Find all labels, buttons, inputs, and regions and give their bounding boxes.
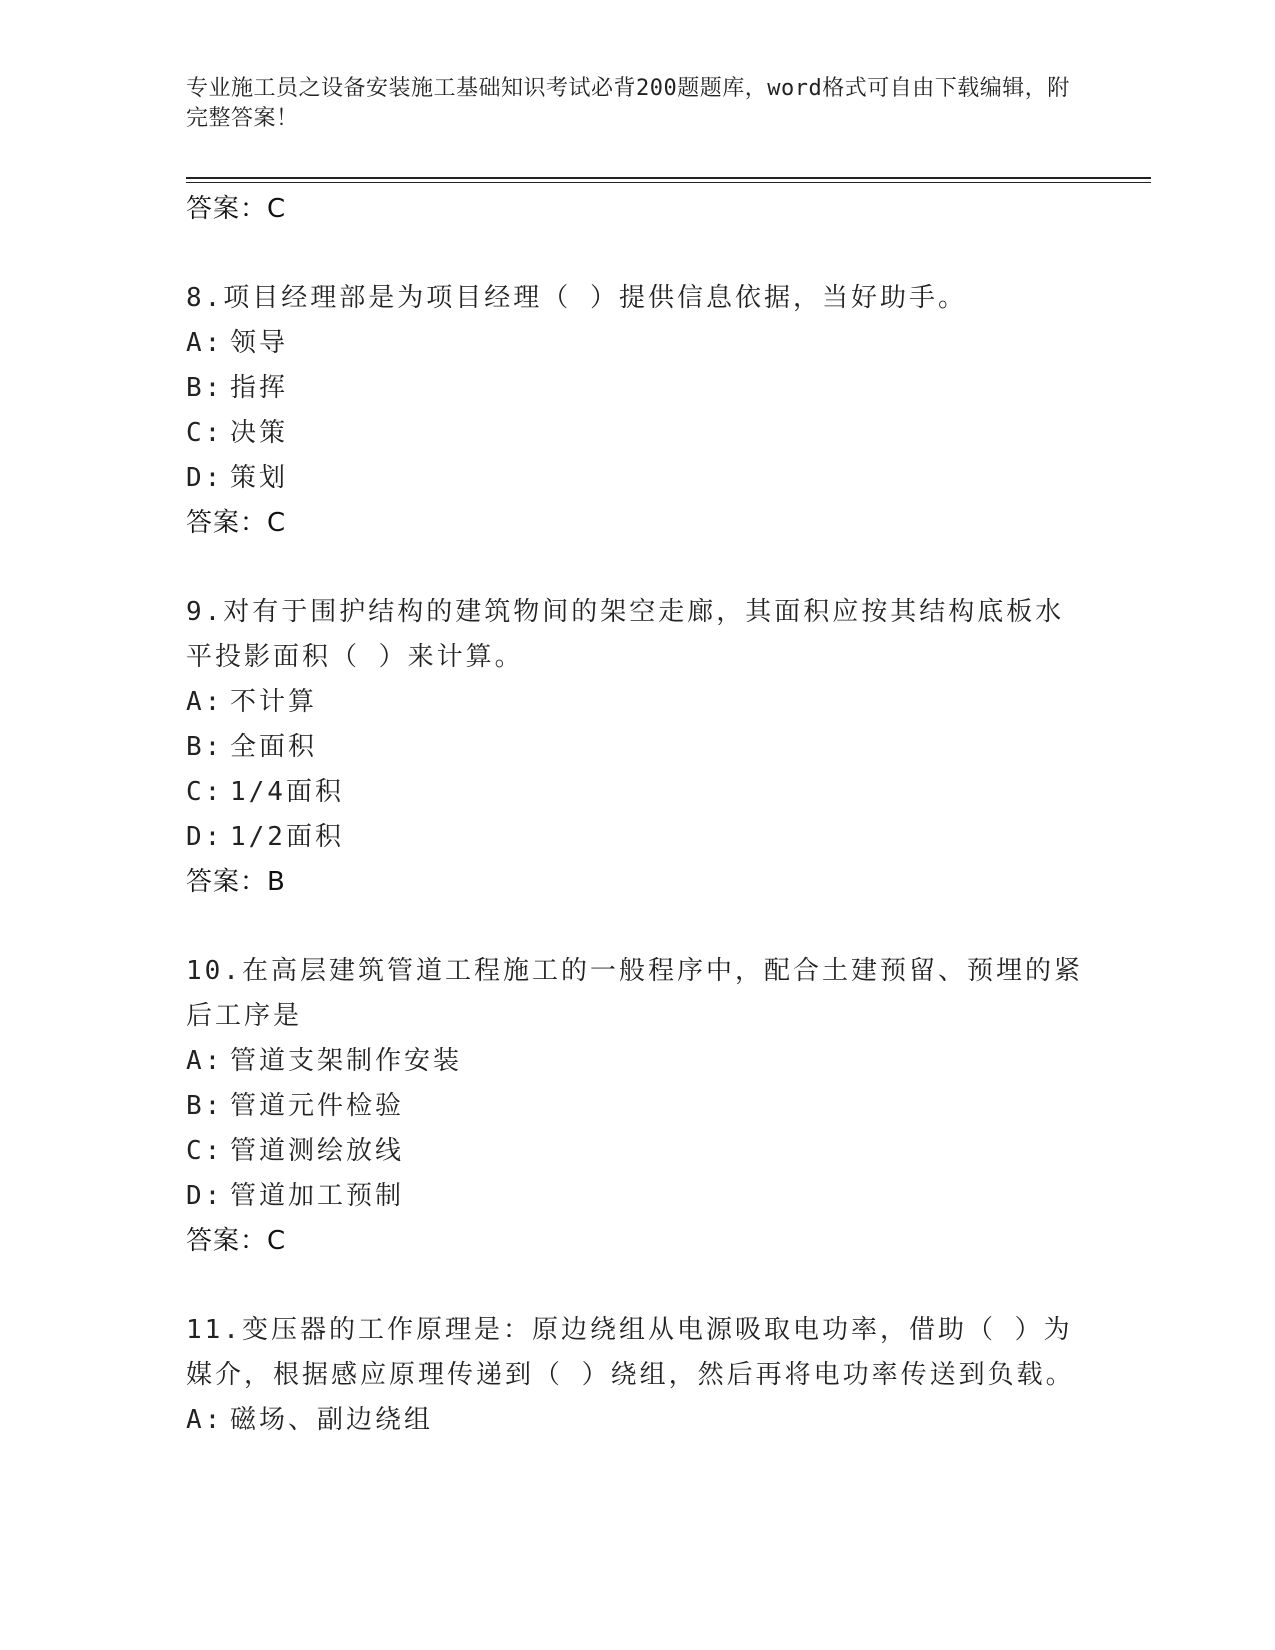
document-header: 专业施工员之设备安装施工基础知识考试必背200题题库，word格式可自由下载编辑，附完整答案！: [186, 76, 1070, 131]
option-a: [186, 680, 1086, 725]
question-item: [186, 276, 1086, 538]
option-text: 决策: [230, 418, 289, 448]
question-text: 9.对有于围护结构的建筑物间的架空走廊，其面积应按其结构底板水平投影面积（ ）来计算。: [186, 597, 1065, 672]
header-divider-thin: [186, 182, 1151, 183]
option-d: [186, 1174, 1086, 1219]
answer-line: 答案：C: [186, 1226, 287, 1256]
option-letter: C:: [186, 1136, 224, 1166]
option-text: 管道元件检验: [230, 1091, 405, 1121]
question-item: [186, 590, 1086, 897]
option-c: [186, 1129, 1086, 1174]
option-c: [186, 411, 1086, 456]
option-text: 策划: [230, 463, 289, 493]
option-a: [186, 1398, 1086, 1443]
answer-line: 答案：C: [186, 194, 287, 224]
question-text: 10.在高层建筑管道工程施工的一般程序中，配合土建预留、预埋的紧后工序是: [186, 956, 1083, 1031]
option-text: 管道测绘放线: [230, 1136, 405, 1166]
question-text: 8.项目经理部是为项目经理（ ）提供信息依据，当好助手。: [186, 283, 967, 313]
option-letter: B:: [186, 1091, 224, 1121]
option-letter: A:: [186, 328, 224, 358]
option-text: 全面积: [230, 732, 318, 762]
header-divider-thick: [186, 177, 1151, 179]
option-letter: C:: [186, 777, 224, 807]
option-a: [186, 321, 1086, 366]
question-item: [186, 1308, 1086, 1443]
question-text: 11.变压器的工作原理是：原边绕组从电源吸取电功率，借助（ ）为媒介，根据感应原理传递到（ ）绕组，然后再将电功率传送到负载。: [186, 1315, 1075, 1390]
option-a: [186, 1039, 1086, 1084]
option-text: 指挥: [230, 373, 289, 403]
option-b: [186, 1084, 1086, 1129]
option-letter: B:: [186, 373, 224, 403]
option-text: 不计算: [230, 687, 318, 717]
option-letter: D:: [186, 1181, 224, 1211]
answer-line: 答案：C: [186, 508, 287, 538]
option-text: 1/2面积: [230, 822, 344, 852]
option-b: [186, 725, 1086, 770]
option-letter: A:: [186, 1046, 224, 1076]
question-list: [186, 187, 1086, 1443]
option-text: 磁场、副边绕组: [230, 1405, 434, 1435]
option-letter: D:: [186, 463, 224, 493]
option-letter: A:: [186, 687, 224, 717]
option-text: 管道加工预制: [230, 1181, 405, 1211]
option-b: [186, 366, 1086, 411]
option-letter: A:: [186, 1405, 224, 1435]
option-letter: C:: [186, 418, 224, 448]
option-text: 领导: [230, 328, 289, 358]
option-text: 1/4面积: [230, 777, 344, 807]
option-d: [186, 456, 1086, 501]
option-letter: D:: [186, 822, 224, 852]
answer-line: 答案：B: [186, 867, 286, 897]
question-item: [186, 949, 1086, 1256]
option-c: [186, 770, 1086, 815]
option-letter: B:: [186, 732, 224, 762]
option-text: 管道支架制作安装: [230, 1046, 463, 1076]
option-d: [186, 815, 1086, 860]
